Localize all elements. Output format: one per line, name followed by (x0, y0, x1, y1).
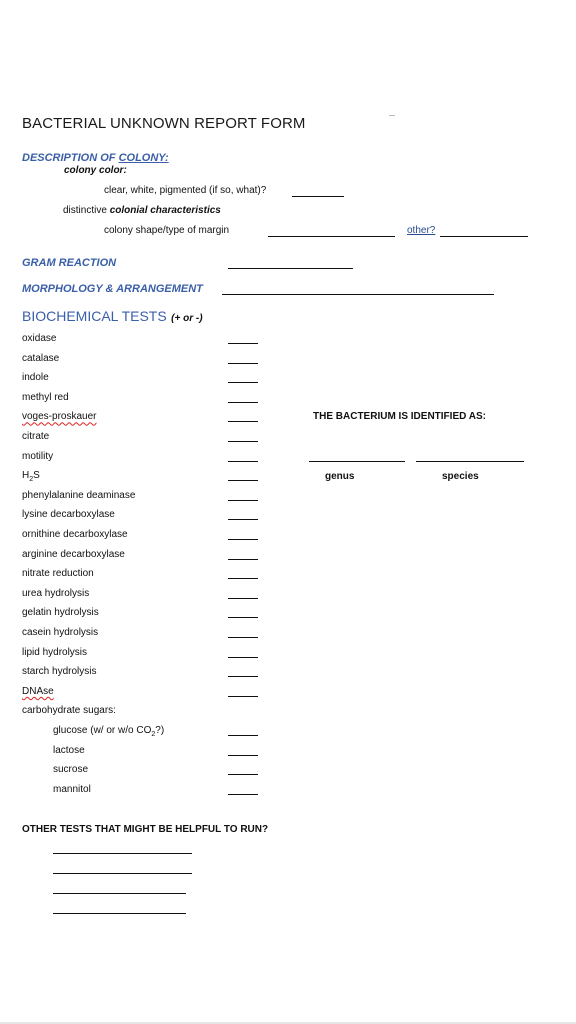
sugar-label (53, 725, 164, 738)
colony-color-label: colony color: (64, 165, 127, 176)
glucose-subscript: 2 (151, 731, 156, 738)
form-title: BACTERIAL UNKNOWN REPORT FORM (22, 115, 306, 132)
colony-heading (22, 152, 169, 164)
test-label (22, 470, 40, 483)
test-label: DNAse (22, 685, 54, 697)
test-label: voges-proskauer (22, 411, 97, 423)
glucose-tail: ?) (155, 725, 165, 736)
gram-reaction-blank[interactable] (228, 268, 353, 269)
gram-reaction-heading: GRAM REACTION (22, 257, 117, 269)
test-label: catalase (22, 352, 60, 364)
test-result-blank[interactable] (228, 657, 258, 658)
colony-shape-label: colony shape/type of margin (104, 225, 230, 236)
test-result-blank[interactable] (228, 402, 258, 403)
sugar-result-blank[interactable] (228, 794, 258, 795)
glucose-text: glucose (w/ or w/o CO (53, 725, 152, 736)
biochem-note: (+ or -) (171, 313, 203, 324)
other-test-blank-1[interactable] (53, 853, 192, 854)
decorative-dash (389, 115, 395, 116)
colony-color-question: clear, white, pigmented (if so, what)? (104, 185, 267, 196)
genus-blank[interactable] (309, 461, 405, 462)
test-result-blank[interactable] (228, 598, 258, 599)
test-result-blank[interactable] (228, 480, 258, 481)
test-result-blank[interactable] (228, 676, 258, 677)
biochem-heading: BIOCHEMICAL TESTS (22, 308, 167, 324)
test-label: motility (22, 450, 54, 462)
distinctive-characteristics-label (63, 205, 221, 216)
sugar-label: lactose (53, 744, 85, 756)
identified-heading: THE BACTERIUM IS IDENTIFIED AS: (313, 411, 486, 422)
test-result-blank[interactable] (228, 539, 258, 540)
test-result-blank[interactable] (228, 343, 258, 344)
test-result-blank[interactable] (228, 500, 258, 501)
test-label: carbohydrate sugars: (22, 705, 116, 717)
colony-heading-prefix: DESCRIPTION OF (22, 152, 119, 164)
test-label: citrate (22, 431, 50, 442)
sugar-result-blank[interactable] (228, 774, 258, 775)
biochem-heading-line (22, 308, 203, 326)
test-label: indole (22, 372, 49, 384)
other-blank[interactable] (440, 236, 528, 237)
sugar-result-blank[interactable] (228, 735, 258, 736)
test-label: lipid hydrolysis (22, 646, 88, 658)
species-label: species (442, 471, 479, 482)
morphology-heading: MORPHOLOGY & ARRANGEMENT (22, 283, 203, 295)
test-label: starch hydrolysis (22, 666, 97, 678)
h2s-tail: S (33, 470, 40, 482)
test-label: oxidase (22, 333, 57, 344)
test-result-blank[interactable] (228, 421, 258, 422)
test-result-blank[interactable] (228, 578, 258, 579)
test-result-blank[interactable] (228, 696, 258, 697)
other-test-blank-2[interactable] (53, 873, 192, 874)
h2s-subscript: 2 (29, 476, 34, 484)
colony-color-blank[interactable] (292, 196, 344, 197)
other-test-blank-3[interactable] (53, 893, 186, 894)
test-result-blank[interactable] (228, 519, 258, 520)
morphology-blank[interactable] (222, 294, 494, 295)
test-label: phenylalanine deaminase (22, 489, 136, 501)
test-label: gelatin hydrolysis (22, 607, 99, 619)
h2s-text: H (22, 470, 30, 482)
distinctive-prefix: distinctive (63, 205, 110, 216)
test-label: casein hydrolysis (22, 627, 99, 638)
test-label: lysine decarboxylase (22, 509, 115, 521)
colony-heading-link: COLONY: (118, 152, 169, 164)
distinctive-italic: colonial characteristics (109, 205, 221, 216)
sugar-label: mannitol (53, 783, 91, 795)
test-result-blank[interactable] (228, 637, 258, 638)
test-result-blank[interactable] (228, 441, 258, 442)
test-result-blank[interactable] (228, 363, 258, 364)
test-label: nitrate reduction (22, 568, 94, 580)
other-test-blank-4[interactable] (53, 913, 186, 914)
species-blank[interactable] (416, 461, 524, 462)
test-label: ornithine decarboxylase (22, 529, 128, 540)
test-result-blank[interactable] (228, 382, 258, 383)
test-label: methyl red (22, 391, 69, 403)
test-result-blank[interactable] (228, 461, 258, 462)
genus-label: genus (325, 471, 355, 482)
colony-shape-blank[interactable] (268, 236, 395, 237)
test-result-blank[interactable] (228, 559, 258, 560)
other-label: other? (407, 225, 436, 236)
test-result-blank[interactable] (228, 617, 258, 618)
test-label: urea hydrolysis (22, 587, 90, 599)
sugar-result-blank[interactable] (228, 755, 258, 756)
other-tests-heading: OTHER TESTS THAT MIGHT BE HELPFUL TO RUN? (22, 824, 269, 835)
sugar-label: sucrose (53, 764, 89, 776)
test-label: arginine decarboxylase (22, 548, 125, 560)
